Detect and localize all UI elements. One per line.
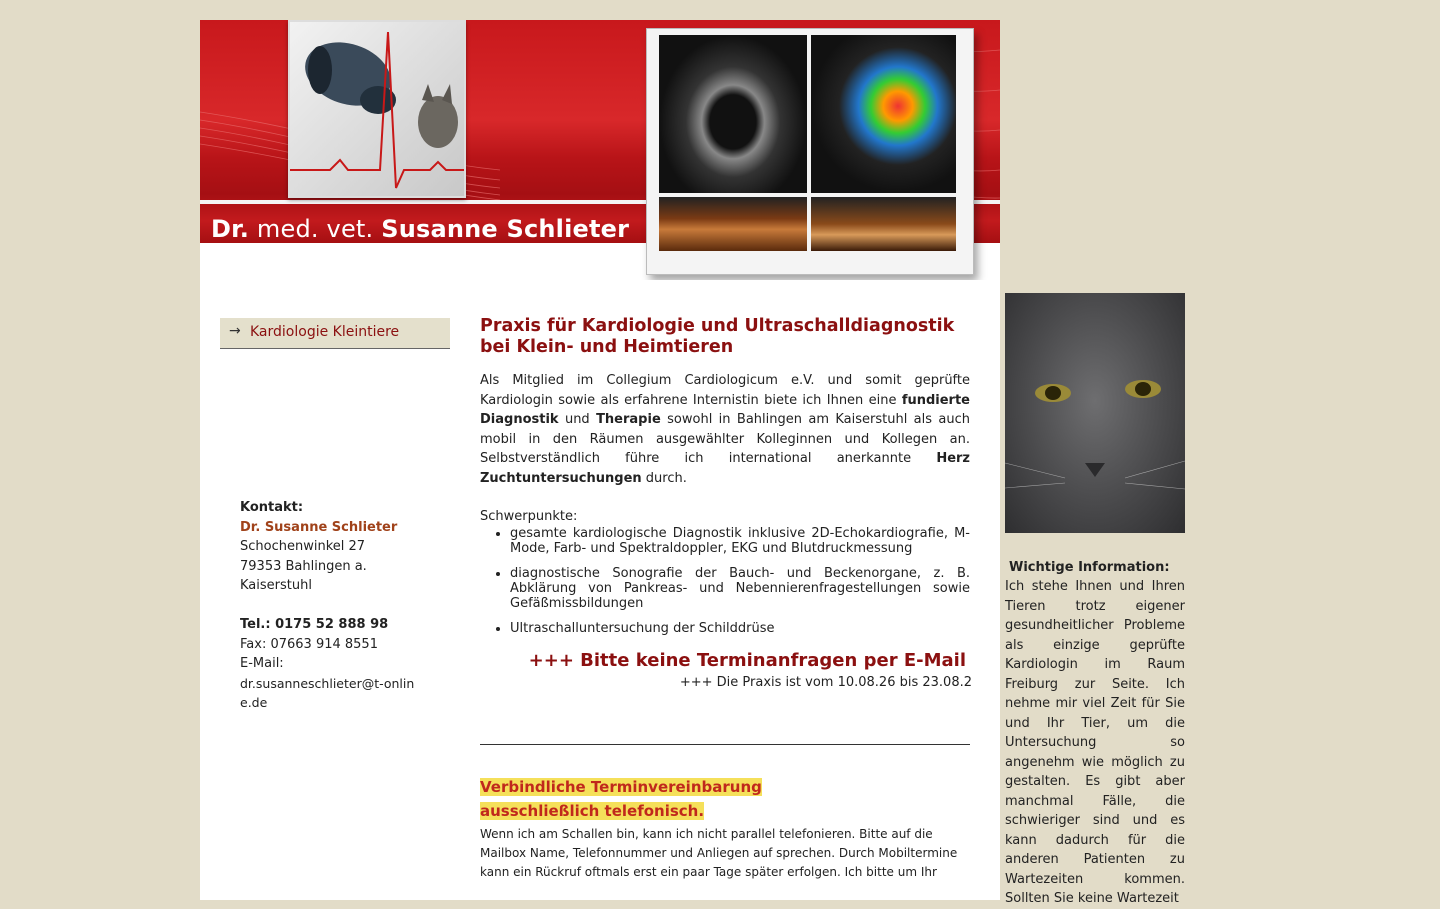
- info-heading: Wichtige Information:: [1009, 560, 1170, 575]
- echo-image-1: [659, 35, 807, 193]
- intro-paragraph: Als Mitglied im Collegium Cardiologicum e.V. und somit geprüfte Kardiologin sowie als erfahrene Internistin biete ich Ihnen eine fundierte Diagnostik und Therapie sowohl in Bahlingen am Kaiserstuhl als auch mobil in den Räumen ausgewählter Kolleginnen und Kollegen an. Selbstverständlich führe ich international anerkannte Herz Zuchtuntersuchungen durch.: [480, 373, 970, 486]
- page-container: [200, 20, 1000, 900]
- contact-block: [240, 498, 415, 713]
- booking-line-2: ausschließlich telefonisch.: [480, 802, 705, 820]
- mmode-image: [659, 197, 807, 251]
- contact-phone: Tel.: 0175 52 888 98: [240, 617, 389, 632]
- dog-cat-ecg-image: [288, 20, 466, 198]
- doppler-image: [811, 197, 956, 251]
- right-column: [1005, 293, 1185, 909]
- title-dr: Dr.: [211, 215, 250, 243]
- title-name: Susanne Schlieter: [381, 215, 630, 243]
- main-content: [480, 316, 970, 882]
- list-item: • gesamte kardiologische Diagnostik inklusive 2D-Echokardiografie, M-Mode, Farb- und Spektraldoppler, EKG und Blutdruckmessung: [510, 526, 970, 556]
- title-degree: med. vet.: [256, 215, 374, 243]
- page-title: Praxis für Kardiologie und Ultraschalldiagnostik bei Klein- und Heimtieren: [480, 316, 955, 357]
- contact-email-link[interactable]: dr.susanneschlieter@t-online.de: [240, 675, 415, 710]
- site-title: [211, 215, 629, 243]
- booking-notice: [480, 775, 970, 823]
- cat-photo: [1005, 293, 1185, 533]
- contact-heading: Kontakt:: [240, 500, 304, 515]
- focus-list: [480, 526, 970, 636]
- contact-fax: Fax: 07663 914 8551: [240, 636, 378, 652]
- booking-line-1: Verbindliche Terminvereinbarung: [480, 778, 762, 796]
- sidebar-item-kardiologie-kleintiere[interactable]: [220, 318, 450, 349]
- echocardiography-collage: [646, 28, 974, 275]
- contact-name: Dr. Susanne Schlieter: [240, 519, 398, 535]
- info-text: Ich stehe Ihnen und Ihren Tieren trotz eigener gesundheitlicher Probleme als einzige geprüfte Kardiologin im Raum Freiburg zur Seite. Ich nehme mir viel Zeit für Sie und Ihr Tier, um die Untersuchung so angenehm wie möglich zu gestalten. Es gibt aber manchmal Fälle, die schwieriger sind und es kann dadurch für die anderen Patienten zu Wartezeiten kommen. Sollten Sie keine Wartezeit: [1005, 579, 1185, 906]
- booking-text: Wenn ich am Schallen bin, kann ich nicht parallel telefonieren. Bitte auf die Mailbox Name, Telefonnummer und Anliegen auf sprechen. Durch Mobiltermine kann ein Rückruf oftmals erst ein paar Tage später erfolgen. Ich bitte um Ihr: [480, 827, 958, 879]
- focus-heading: Schwerpunkte:: [480, 509, 578, 524]
- list-item: • diagnostische Sonografie der Bauch- und Beckenorgane, z. B. Abklärung von Pankreas- und Nebennierenfragestellungen sowie Gefäßmissbildungen: [510, 566, 970, 611]
- vacation-ticker: +++ Die Praxis ist vom 10.08.26 bis 23.08.2: [679, 675, 972, 690]
- echo-image-2: [811, 35, 956, 193]
- list-item: • Ultraschalluntersuchung der Schilddrüse: [510, 621, 970, 636]
- contact-city: 79353 Bahlingen a. Kaiserstuhl: [240, 558, 367, 593]
- contact-email-label: E-Mail:: [240, 656, 284, 671]
- contact-street: Schochenwinkel 27: [240, 539, 366, 554]
- site-header: [200, 20, 1000, 280]
- arrow-right-icon: →: [229, 323, 241, 339]
- email-notice: +++ Bitte keine Terminanfragen per E-Mail: [528, 650, 966, 671]
- divider: [480, 744, 970, 745]
- cat-illustration: [1005, 293, 1185, 533]
- dog-cat-illustration: [290, 22, 464, 196]
- sidebar-item-label[interactable]: Kardiologie Kleintiere: [250, 324, 400, 340]
